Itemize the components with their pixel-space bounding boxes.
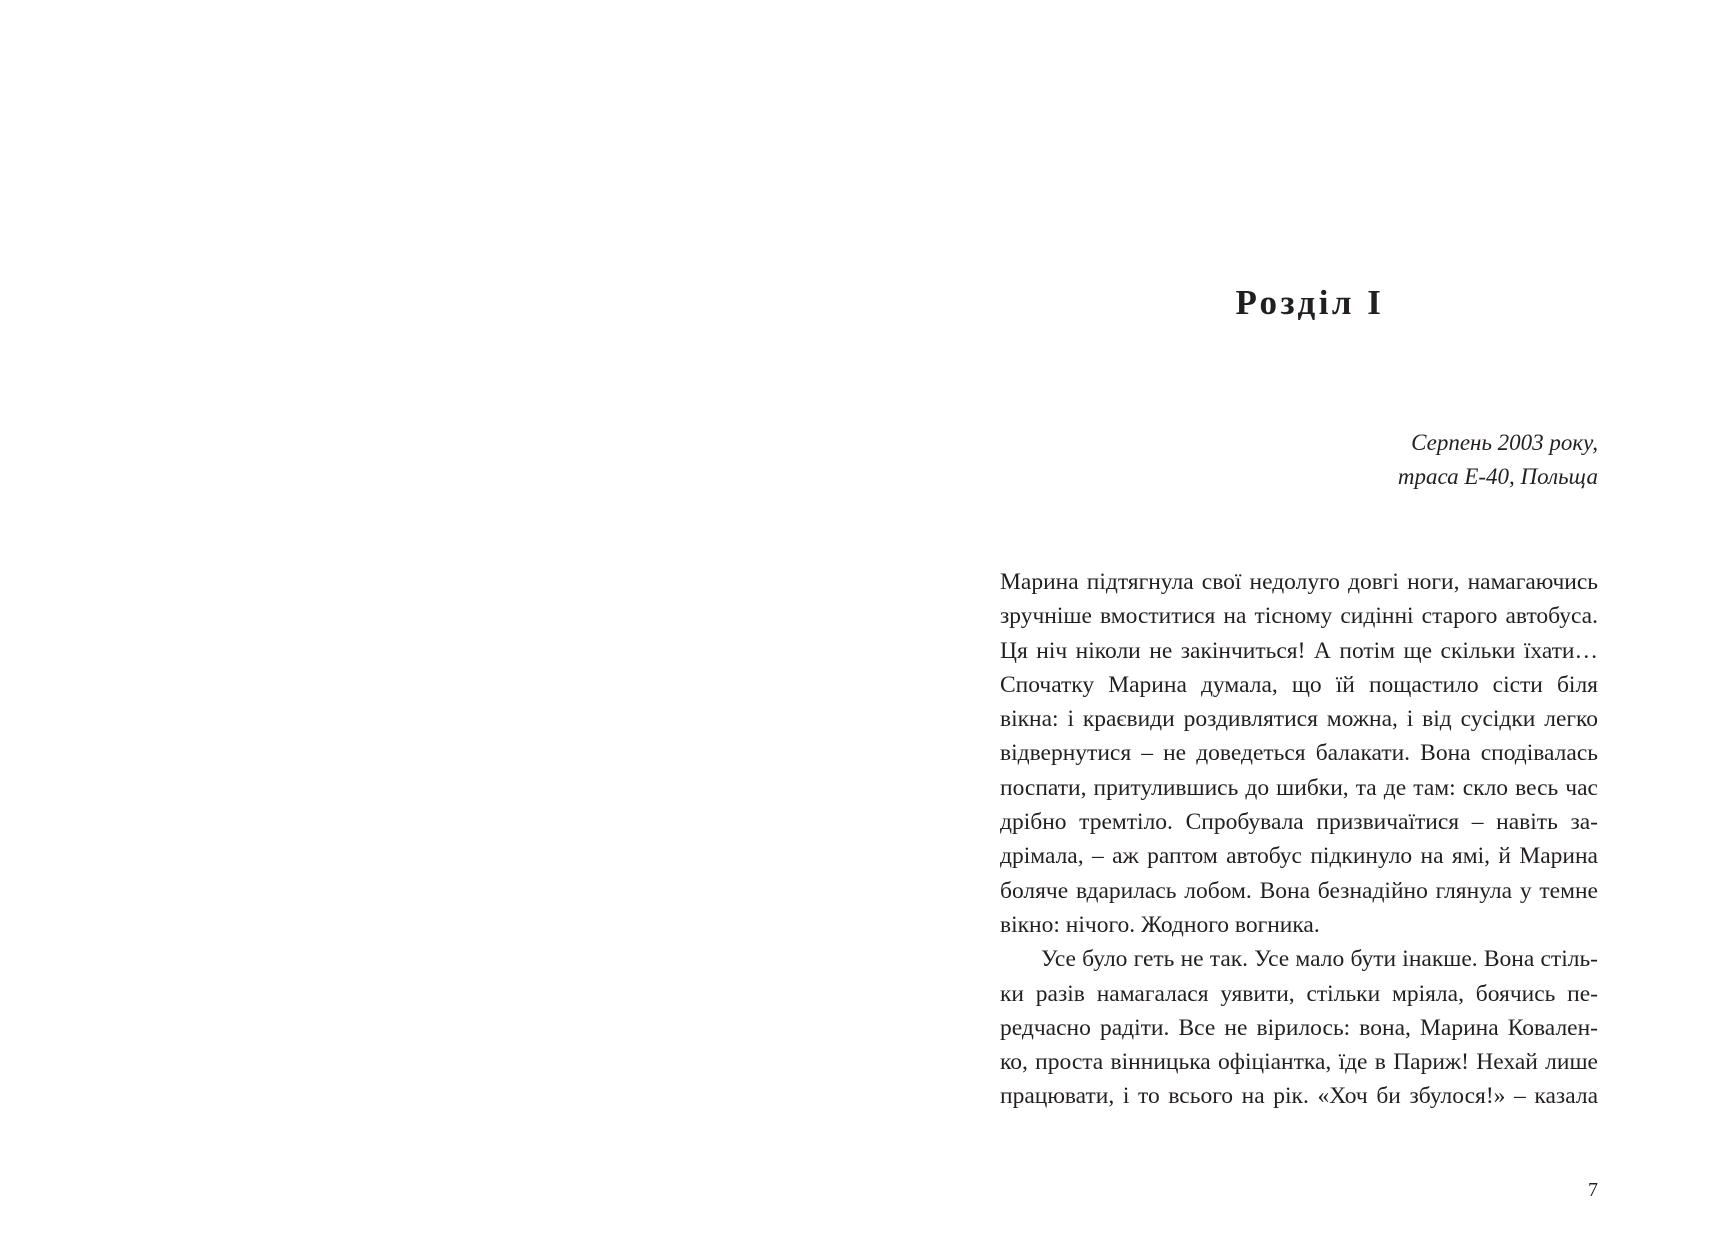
text-line: Марина підтягнула свої недолуго довгі ноги, намагаючись	[1000, 569, 1598, 595]
text-line: боляче вдарилась лобом. Вона безнадійно глянула у темне	[1000, 877, 1598, 904]
text-line: вікна: і краєвиди роздивлятися можна, і від сусідки легко	[1000, 706, 1598, 733]
text-line: зручніше вмоститися на тісному сидінні старого автобуса.	[1000, 603, 1598, 630]
text-line: дрімала, – аж раптом автобус підкинуло на ямі, й Марина	[1000, 843, 1598, 870]
epigraph-date: Серпень 2003 року,	[1411, 430, 1598, 455]
left-page-blank	[0, 0, 856, 1258]
text-line: відвернутися – не доведеться балакати. Вона сподівалась	[1000, 740, 1598, 767]
chapter-title: Розділ І	[1235, 283, 1385, 322]
text-line: ки разів намагалася уявити, стільки мріяла, боячись пе-	[1000, 980, 1598, 1007]
body-text	[1000, 565, 1598, 1114]
epigraph	[1200, 426, 1598, 494]
page-number: 7	[1588, 1179, 1598, 1201]
text-line: Ця ніч ніколи не закінчиться! А потім ще скільки їхати…	[1000, 637, 1598, 664]
epigraph-place: траса Е-40, Польща	[1397, 464, 1598, 489]
text-line: працювати, і то всього на рік. «Хоч би збулося!» – казала	[1000, 1083, 1598, 1110]
text-line: дрібно тремтіло. Спробувала призвичаїтися – навіть за-	[1000, 809, 1598, 836]
text-line: Усе було геть не так. Усе мало бути інакше. Вона стіль-	[1041, 946, 1598, 973]
text-line: поспати, притулившись до шибки, та де там: скло весь час	[1000, 774, 1598, 801]
text-line: ко, проста вінницька офіціантка, їде в Париж! Нехай лише	[1000, 1049, 1598, 1076]
text-line: редчасно радіти. Все не вірилось: вона, Марина Ковален-	[1000, 1014, 1598, 1041]
text-line: Спочатку Марина думала, що їй пощастило сісти біля	[1000, 671, 1598, 698]
text-line: вікно: нічого. Жодного вогника.	[1000, 911, 1320, 938]
